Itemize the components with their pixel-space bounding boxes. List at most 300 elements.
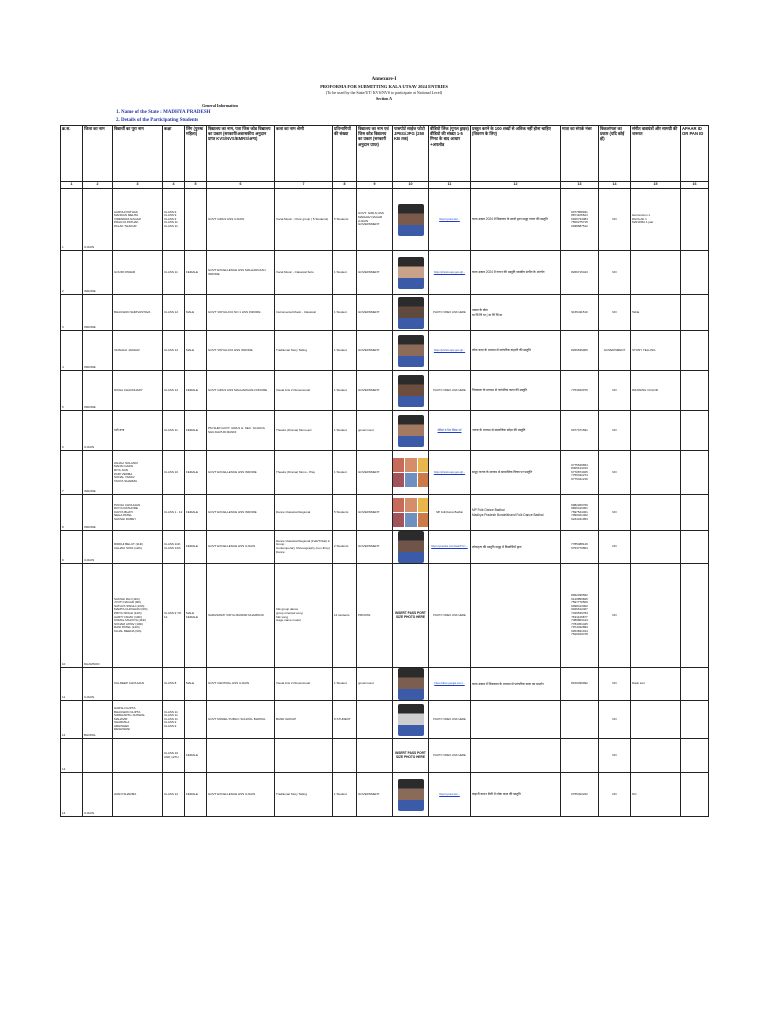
school-value: GOVT EXCELLENCE HSS UJJAIN bbox=[208, 791, 256, 796]
video-link-placeholder: PHOTO VIDEO LINK HERE bbox=[433, 388, 466, 392]
school-value: GOVT CENTRAL HSS UJJAIN bbox=[208, 681, 250, 686]
district-value: BHOPAL bbox=[84, 733, 96, 738]
cell-student bbox=[113, 739, 163, 773]
column-header-2: जिला का नाम bbox=[83, 126, 113, 182]
cell-count bbox=[333, 411, 357, 451]
cell-sno bbox=[61, 251, 83, 295]
cell-school_type bbox=[357, 251, 393, 295]
cell-desc bbox=[471, 251, 561, 295]
phone-value: 9165411510 bbox=[571, 309, 588, 314]
column-header-8: प्रतिभागियों की संख्या bbox=[333, 126, 357, 182]
sno-value: 11 bbox=[62, 695, 66, 700]
cell-phone bbox=[561, 495, 599, 531]
cell-photo bbox=[393, 295, 429, 331]
count-value: 1 Student bbox=[334, 387, 347, 392]
cell-gender bbox=[185, 451, 207, 495]
table-row bbox=[61, 411, 709, 451]
disability-value: NO bbox=[612, 469, 617, 474]
art-value: Theatre (Drama) Mono-act bbox=[276, 427, 312, 432]
cell-photo bbox=[393, 773, 429, 817]
disability-value: NO bbox=[612, 716, 617, 721]
disability-value: NO bbox=[612, 681, 617, 686]
cell-art bbox=[275, 773, 333, 817]
student-value: AAROHI PATHAK MANDAN MEHTA VIRENDRA NAGAR PRAGYA PATHAK PALAK THAKUR bbox=[114, 209, 141, 228]
cell-district bbox=[83, 251, 113, 295]
video-link[interactable]: https://photos.app.goo.gl/... bbox=[433, 270, 466, 274]
cell-student bbox=[113, 531, 163, 564]
column-number-1: 1 bbox=[61, 182, 83, 189]
column-number-15: 15 bbox=[631, 182, 681, 189]
cell-class bbox=[163, 773, 185, 817]
student-value: RIDDHI BELUT (11th) CHHAVI SONI (12th) bbox=[114, 542, 144, 550]
sno-value: 3 bbox=[62, 325, 64, 330]
cell-video bbox=[429, 371, 471, 411]
desc-value: कला उत्सव में चित्रकला के माध्यम से पारंपरिक कला का प्रदर्शन bbox=[472, 681, 544, 686]
student-photo-image bbox=[398, 668, 424, 700]
class-value: CLASS 10 bbox=[164, 469, 179, 474]
cell-school_type bbox=[357, 451, 393, 495]
cell-apaar bbox=[681, 371, 709, 411]
cell-gender bbox=[185, 773, 207, 817]
count-value: 5 Students bbox=[334, 509, 349, 514]
cell-desc bbox=[471, 739, 561, 773]
student-photo-image bbox=[398, 297, 424, 329]
cell-art bbox=[275, 668, 333, 701]
sno-value: 9 bbox=[62, 558, 64, 563]
district-value: UJJAIN bbox=[84, 445, 95, 450]
count-value: 1 Student bbox=[334, 309, 347, 314]
instruments-value: Tabla bbox=[632, 309, 640, 314]
district-value: INDORE bbox=[84, 525, 96, 530]
video-link-placeholder: PHOTO VIDEO LINK HERE bbox=[433, 310, 466, 314]
cell-gender bbox=[185, 189, 207, 251]
count-value: 5 Students bbox=[334, 216, 349, 221]
cell-school bbox=[207, 295, 275, 331]
desc-value: नाटक के माध्यम से सामाजिक संदेश की प्रस्तुति bbox=[472, 428, 526, 433]
cell-gender bbox=[185, 411, 207, 451]
school_type-value: PRIVATE bbox=[358, 612, 371, 617]
cell-count bbox=[333, 773, 357, 817]
cell-class bbox=[163, 251, 185, 295]
cell-count bbox=[333, 451, 357, 495]
cell-class bbox=[163, 531, 185, 564]
cell-photo bbox=[393, 411, 429, 451]
gender-value: FEMALE bbox=[186, 791, 199, 796]
cell-photo bbox=[393, 189, 429, 251]
cell-disability bbox=[599, 564, 631, 668]
school_type-value: GOVT. GIRLS HSS MADHAV NAGAR UJJAIN GOVERNMENT bbox=[358, 211, 384, 227]
phone-value: 9982260769 9826410361 7697544461 7999421462 9244441953 bbox=[571, 502, 588, 521]
cell-video bbox=[429, 411, 471, 451]
school-value: GOVT VIDYALAYA NO 1 HSS INDORE bbox=[208, 309, 261, 314]
cell-gender bbox=[185, 531, 207, 564]
cell-gender bbox=[185, 331, 207, 371]
cell-phone bbox=[561, 331, 599, 371]
column-header-6: विद्यालय का नाम, पता जिस कोड विद्यालय का प्रकार (सरकारी/अशासकीय अनुदान प्राप्त KVS/NVS/EMRS/अन्य) bbox=[207, 126, 275, 182]
school_type-value: government bbox=[358, 681, 374, 686]
phone-value: 9977071591 bbox=[571, 427, 588, 432]
video-link[interactable]: https://photos.app.goo.gl/... bbox=[433, 348, 466, 352]
cell-art bbox=[275, 564, 333, 668]
disability-value: NO bbox=[612, 544, 617, 549]
column-header-14: विकलांगता का प्रकार (यदि कोई हो) bbox=[599, 126, 631, 182]
video-link[interactable]: https://photos.app.goo.gl/... bbox=[433, 470, 466, 474]
gender-value: MALE bbox=[186, 347, 195, 352]
column-header-7: कला का नाम श्रेणी bbox=[275, 126, 333, 182]
disability-value: NO bbox=[612, 752, 617, 757]
cell-gender bbox=[185, 295, 207, 331]
table-row bbox=[61, 739, 709, 773]
video-link[interactable]: https://youtu.be/... bbox=[439, 217, 460, 221]
cell-instruments bbox=[631, 411, 681, 451]
class-value: CLASS 11 CLASS 11 CLASS 11 CLASS 9 CLASS 9 bbox=[164, 709, 178, 728]
cell-apaar bbox=[681, 451, 709, 495]
class-value: CLASS 10 AND 12TH bbox=[164, 750, 179, 759]
cell-count bbox=[333, 668, 357, 701]
art-value: Traditional Story Telling bbox=[276, 791, 308, 796]
cell-school_type bbox=[357, 739, 393, 773]
photo-placeholder-text: INSERT PASS PORT SIZE PHOTO HERE bbox=[395, 610, 426, 619]
school-value: GOVT VIDYALAYA HSS INDORE bbox=[208, 347, 253, 352]
cell-desc bbox=[471, 371, 561, 411]
student-photo-image bbox=[398, 375, 424, 407]
cell-desc bbox=[471, 773, 561, 817]
gender-value: FEMALE bbox=[186, 427, 199, 432]
school_type-value: GOVERNMENT bbox=[358, 509, 380, 514]
school_type-value: GOVERNMENT bbox=[358, 347, 380, 352]
school-value: GOVT EXCELLENCE HSS MALHARGANJ INDORE bbox=[208, 267, 266, 276]
district-value: INDORE bbox=[84, 325, 96, 330]
cell-district bbox=[83, 451, 113, 495]
cell-desc bbox=[471, 295, 561, 331]
school_type-value: GOVERNMENT bbox=[358, 309, 380, 314]
sno-value: 7 bbox=[62, 489, 64, 494]
phone-value: 7785488149 9753770804 bbox=[571, 542, 588, 550]
column-number-7: 7 bbox=[275, 182, 333, 189]
cell-sno bbox=[61, 371, 83, 411]
cell-instruments bbox=[631, 189, 681, 251]
cell-photo bbox=[393, 495, 429, 531]
district-value: DHAMNOD bbox=[84, 662, 100, 667]
cell-apaar bbox=[681, 189, 709, 251]
cell-gender bbox=[185, 564, 207, 668]
cell-school bbox=[207, 251, 275, 295]
cell-student bbox=[113, 331, 163, 371]
cell-disability bbox=[599, 531, 631, 564]
school_type-value: government bbox=[358, 427, 374, 432]
cell-video bbox=[429, 773, 471, 817]
disability-value: NO bbox=[612, 509, 617, 514]
column-header-12: प्रस्तुत करने के 100 शब्दों से अधिक नहीं होना चाहिए (विवरण के लिए) bbox=[471, 126, 561, 182]
cell-phone bbox=[561, 773, 599, 817]
gender-value: MALE bbox=[186, 309, 195, 314]
cell-school_type bbox=[357, 495, 393, 531]
school-value: GOVT EXCELLENCE HSS UJJAIN bbox=[208, 544, 256, 549]
video-link[interactable]: https://drive.google.com/... bbox=[434, 682, 465, 686]
student-value: POOJA CHOUHAN DIVYA RATHORE KAVYA BHATI NEHA PATEL SAKSHI DUBEY bbox=[114, 502, 141, 521]
cell-phone bbox=[561, 668, 599, 701]
instruments-value: DRAWING COLOR bbox=[632, 387, 658, 392]
cell-art bbox=[275, 739, 333, 773]
column-number-11: 11 bbox=[429, 182, 471, 189]
phone-value: 8269715443 bbox=[571, 269, 588, 274]
cell-school bbox=[207, 331, 275, 371]
student-photo-image bbox=[398, 704, 424, 736]
cell-sno bbox=[61, 668, 83, 701]
cell-video bbox=[429, 564, 471, 668]
desc-value: MP Folk Dance Badhai Madhya Pradesh Bundelkhand Folk Dance Badhai bbox=[472, 507, 544, 517]
cell-count bbox=[333, 531, 357, 564]
class-value: CLASS 11 bbox=[164, 427, 178, 432]
cell-student bbox=[113, 295, 163, 331]
cell-district bbox=[83, 495, 113, 531]
cell-count bbox=[333, 495, 357, 531]
cell-class bbox=[163, 564, 185, 668]
cell-apaar bbox=[681, 495, 709, 531]
disability-value: NO bbox=[612, 791, 617, 796]
cell-gender bbox=[185, 739, 207, 773]
cell-school_type bbox=[357, 531, 393, 564]
cell-art bbox=[275, 251, 333, 295]
cell-gender bbox=[185, 251, 207, 295]
student-photo-image bbox=[398, 204, 424, 236]
class-value: CLASS 12 bbox=[164, 347, 179, 352]
disability-value: NO bbox=[612, 387, 617, 392]
cell-apaar bbox=[681, 251, 709, 295]
gender-value: MALE FEMALE bbox=[186, 610, 199, 619]
count-value: 1 Student bbox=[334, 469, 347, 474]
cell-desc bbox=[471, 531, 561, 564]
cell-video bbox=[429, 295, 471, 331]
cell-disability bbox=[599, 773, 631, 817]
cell-video bbox=[429, 701, 471, 739]
student-photo-image bbox=[398, 335, 424, 367]
cell-school_type bbox=[357, 331, 393, 371]
cell-school bbox=[207, 773, 275, 817]
art-value: Instrumental Music - Classical bbox=[276, 309, 316, 314]
cell-apaar bbox=[681, 411, 709, 451]
cell-phone bbox=[561, 531, 599, 564]
cell-video bbox=[429, 189, 471, 251]
cell-phone bbox=[561, 411, 599, 451]
participants-table bbox=[60, 125, 709, 817]
table-header-row bbox=[61, 126, 709, 182]
cell-desc bbox=[471, 451, 561, 495]
column-number-9: 9 bbox=[357, 182, 393, 189]
sno-value: 8 bbox=[62, 525, 64, 530]
school-value: SARASWATI VIDYA MANDIR DHAMNOD bbox=[208, 612, 264, 617]
cell-school bbox=[207, 371, 275, 411]
disability-value: NO bbox=[612, 269, 617, 274]
student-value: HARSH GUPTA BHAGWAN GUPTA SIDDHARTH JAISWAL MAHAVIR SHARMILA ABHISHEK DESHWANI bbox=[114, 705, 146, 732]
column-number-14: 14 bbox=[599, 182, 631, 189]
cell-count bbox=[333, 371, 357, 411]
cell-disability bbox=[599, 739, 631, 773]
cell-sno bbox=[61, 495, 83, 531]
table-row bbox=[61, 189, 709, 251]
table-row bbox=[61, 701, 709, 739]
art-value: Theatre (Drama) Mono - Play bbox=[276, 469, 316, 474]
student-value: ANJALI SOLANKI MANSI GARG RIYA JAIN PARI VERMA SONAL YADAV TANYA SHARMA bbox=[114, 460, 139, 483]
cell-class bbox=[163, 495, 185, 531]
cell-instruments bbox=[631, 495, 681, 531]
gender-value: FEMALE bbox=[186, 387, 199, 392]
cell-disability bbox=[599, 451, 631, 495]
school_type-value: GOVERNMENT bbox=[358, 269, 380, 274]
column-number-4: 4 bbox=[163, 182, 185, 189]
cell-school bbox=[207, 451, 275, 495]
video-link[interactable]: वीडियो के लिए क्लिक करें bbox=[437, 428, 462, 432]
video-link-placeholder: PHOTO VIDEO LINK HERE bbox=[433, 613, 466, 617]
cell-district bbox=[83, 739, 113, 773]
cell-school bbox=[207, 701, 275, 739]
photo-placeholder-text: INSERT PASS PORT SIZE PHOTO HERE bbox=[395, 750, 426, 759]
district-value: INDORE bbox=[84, 405, 96, 410]
cell-school_type bbox=[357, 295, 393, 331]
cell-school_type bbox=[357, 564, 393, 668]
class-value: CLASS 11 bbox=[164, 269, 178, 274]
cell-class bbox=[163, 739, 185, 773]
cell-desc bbox=[471, 411, 561, 451]
gender-value: FEMALE bbox=[186, 269, 199, 274]
cell-instruments bbox=[631, 564, 681, 668]
cell-photo bbox=[393, 331, 429, 371]
video-link-placeholder: PHOTO VIDEO LINK HERE bbox=[433, 717, 466, 721]
cell-desc bbox=[471, 189, 561, 251]
school-value: GOVT EXCELLENCE HSS INDORE bbox=[208, 469, 257, 474]
student-photo-image bbox=[398, 779, 424, 811]
cell-instruments bbox=[631, 773, 681, 817]
proforma-title: PROFORMA FOR SUBMITTING KALA UTSAV 2024 ENTRIES bbox=[320, 84, 448, 89]
cell-desc bbox=[471, 701, 561, 739]
gender-value: MALE bbox=[186, 681, 195, 686]
cell-apaar bbox=[681, 701, 709, 739]
cell-instruments bbox=[631, 371, 681, 411]
cell-district bbox=[83, 564, 113, 668]
state-name-line: 1. Name of the State : MADHYA PRADESH bbox=[116, 110, 211, 115]
sno-value: 13 bbox=[62, 767, 66, 772]
table-row bbox=[61, 668, 709, 701]
cell-phone bbox=[561, 295, 599, 331]
cell-photo bbox=[393, 531, 429, 564]
student-photo-image bbox=[398, 531, 424, 563]
cell-class bbox=[163, 295, 185, 331]
cell-school bbox=[207, 189, 275, 251]
cell-student bbox=[113, 251, 163, 295]
art-value: Vocal Music : Choir group ( 5 Students) bbox=[276, 216, 329, 221]
table-row bbox=[61, 531, 709, 564]
sno-value: 5 bbox=[62, 405, 64, 410]
student-value: GOURI PAWAR bbox=[114, 269, 136, 274]
cell-photo bbox=[393, 251, 429, 295]
cell-phone bbox=[561, 701, 599, 739]
table-row bbox=[61, 773, 709, 817]
cell-student bbox=[113, 411, 163, 451]
cell-student bbox=[113, 701, 163, 739]
column-number-12: 12 bbox=[471, 182, 561, 189]
sno-value: 4 bbox=[62, 365, 64, 370]
art-value: folk group dance group oriented song folk song stage name model bbox=[276, 607, 303, 623]
district-value: UJJAIN bbox=[84, 811, 95, 816]
table-row bbox=[61, 331, 709, 371]
student-value: पारी राणा bbox=[114, 427, 125, 432]
column-number-13: 13 bbox=[561, 182, 599, 189]
disability-value: NO bbox=[612, 216, 617, 221]
cell-district bbox=[83, 668, 113, 701]
table-row bbox=[61, 295, 709, 331]
cell-phone bbox=[561, 189, 599, 251]
column-header-3: विद्यार्थी का पूरा नाम bbox=[113, 126, 163, 182]
cell-count bbox=[333, 739, 357, 773]
column-number-10: 10 bbox=[393, 182, 429, 189]
cell-sno bbox=[61, 411, 83, 451]
video-link[interactable]: https://youtu.be/... bbox=[439, 792, 460, 796]
art-value: Visual Arts 2 Dimensional bbox=[276, 387, 310, 392]
group-photo-collage bbox=[393, 458, 429, 487]
cell-phone bbox=[561, 451, 599, 495]
column-number-5: 5 bbox=[185, 182, 207, 189]
gender-value: FEMALE bbox=[186, 752, 199, 757]
class-value: CLASS 8 bbox=[164, 681, 177, 686]
cell-video bbox=[429, 739, 471, 773]
cell-school_type bbox=[357, 701, 393, 739]
count-value: 12 students bbox=[334, 612, 350, 617]
student-value: BHAGWAN SHRIVASTAVA bbox=[114, 309, 151, 314]
phone-value: 8962036562 6120859825 7597770509 9098413002 9026612407 7049536784 7691126877 7389803413 7784451425 7974342893 9263831014 7629910478 bbox=[571, 592, 588, 637]
school_type-value: GOVERNMENT bbox=[358, 387, 380, 392]
student-photo-image bbox=[398, 415, 424, 447]
gender-value: FEMALE bbox=[186, 509, 199, 514]
gender-value: FEMALE bbox=[186, 544, 199, 549]
cell-photo bbox=[393, 739, 429, 773]
cell-district bbox=[83, 411, 113, 451]
gender-value: FEMALE bbox=[186, 469, 199, 474]
cell-art bbox=[275, 495, 333, 531]
cell-art bbox=[275, 295, 333, 331]
cell-apaar bbox=[681, 773, 709, 817]
cell-video bbox=[429, 495, 471, 531]
video-link[interactable]: https://youtube.com/watch?v=... bbox=[431, 545, 468, 549]
cell-student bbox=[113, 495, 163, 531]
cell-gender bbox=[185, 371, 207, 411]
column-header-11: वीडियो लिंक (गूगल ड्राइव) वीडियो की संख्या 1-5 मिनट के बाद आधार +अपलोड bbox=[429, 126, 471, 182]
cell-photo bbox=[393, 701, 429, 739]
desc-value: समूह नाटक के माध्यम से सामाजिक विषय पर प्रस्तुति bbox=[472, 470, 533, 475]
cell-school bbox=[207, 564, 275, 668]
cell-count bbox=[333, 295, 357, 331]
video-link-placeholder: PHOTO VIDEO LINK HERE bbox=[433, 753, 466, 757]
cell-count bbox=[333, 331, 357, 371]
cell-apaar bbox=[681, 564, 709, 668]
cell-class bbox=[163, 189, 185, 251]
cell-instruments bbox=[631, 739, 681, 773]
district-value: INDORE bbox=[84, 489, 96, 494]
phone-value: 7753620976 bbox=[571, 387, 588, 392]
cell-instruments bbox=[631, 295, 681, 331]
student-value: DIXHA CHAUDHARY bbox=[114, 387, 143, 392]
cell-video bbox=[429, 251, 471, 295]
cell-phone bbox=[561, 251, 599, 295]
cell-school bbox=[207, 668, 275, 701]
cell-disability bbox=[599, 701, 631, 739]
cell-count bbox=[333, 189, 357, 251]
cell-instruments bbox=[631, 251, 681, 295]
column-header-16: APAAR ID OR PAN ID bbox=[681, 126, 709, 182]
group-photo-collage bbox=[393, 498, 429, 527]
column-number-3: 3 bbox=[113, 182, 163, 189]
table-column-numbers-row bbox=[61, 182, 709, 189]
count-value: 1 Student bbox=[334, 347, 347, 352]
